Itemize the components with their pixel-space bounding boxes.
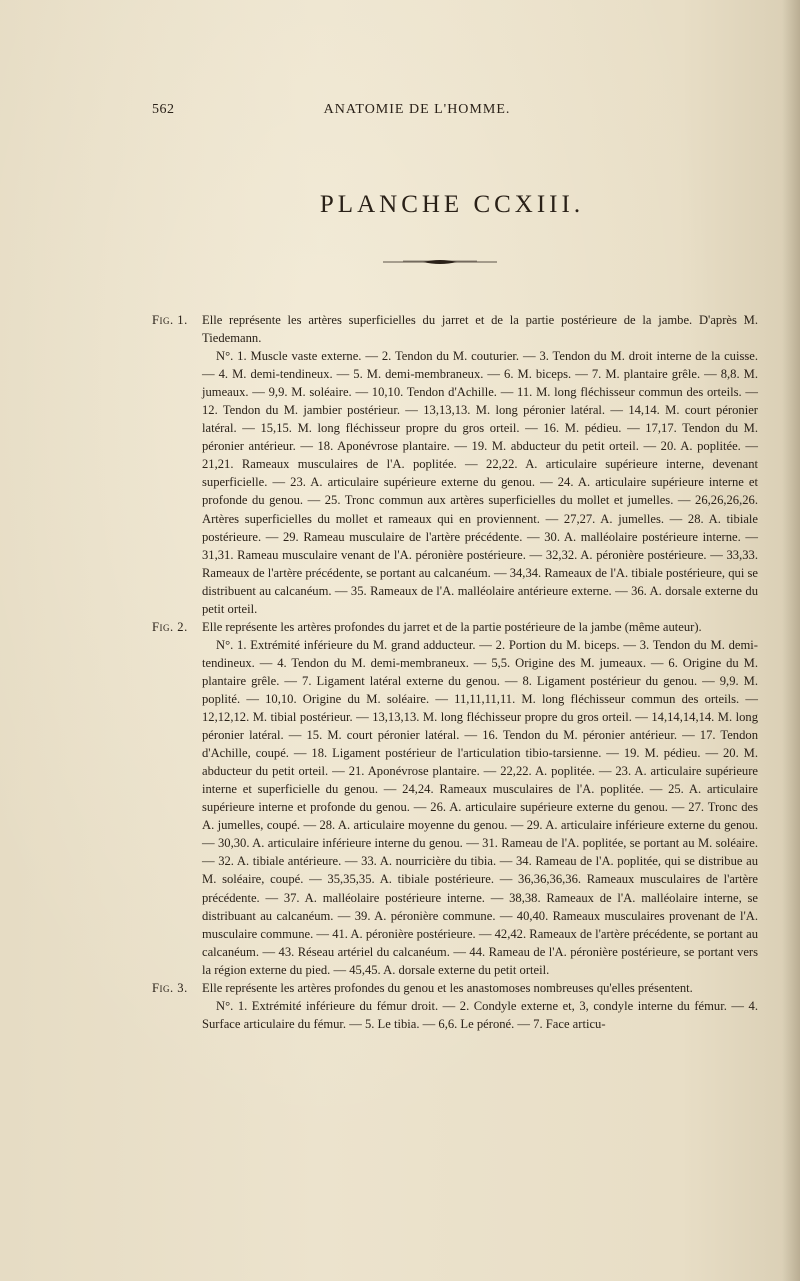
- page-number: 562: [152, 102, 175, 117]
- running-head: [152, 102, 682, 122]
- running-title: ANATOMIE DE L'HOMME.: [323, 102, 511, 117]
- figure-body: [202, 311, 758, 618]
- figure-body: [202, 618, 758, 979]
- figure-legends: [152, 311, 758, 1033]
- figure-text: N°. 1. Extrémité inférieure du M. grand adducteur. — 2. Portion du M. biceps. — 3. Tendon du M. demi-tendineux. — 4. Tendon du M. demi-membraneux. — 5,5. Origine des M. jumeaux. — 6. Origine du M. plantaire grêle. — 7. Ligament latéral externe du genou. — 8. Ligament postérieur du genou. — 9,9. M. poplité. — 10,10. Origine du M. soléaire. — 11,11,11,11. M. long fléchisseur commun des orteils. — 12,12,12. M. tibial postérieur. — 13,13,13. M. long fléchisseur propre du gros orteil. — 14,14,14,14. M. long péronier latéral. — 15. M. court péronier latéral. — 16. Tendon du M. péronier antérieur. — 17. Tendon d'Achille, coupé. — 18. Ligament postérieur de l'articulation tibio-tarsienne. — 19. M. pédieu. — 20. M. abducteur du petit orteil. — 21. Aponévrose plantaire. — 22,22. A. poplitée. — 23. A. articulaire supérieure interne et superficielle du genou. — 24,24. Rameaux musculaires de l'A. poplitée. — 25. A. articulaire supérieure interne et profonde du genou. — 26. A. articulaire supérieure externe du genou. — 27. Tronc des A. jumelles, coupé. — 28. A. articulaire moyenne du genou. — 29. A. articulaire inférieure externe du genou. — 30,30. A. articulaire inférieure interne du genou. — 31. Rameau de l'A. poplitée, se portant au M. soléaire. — 32. A. tibiale antérieure. — 33. A. nourricière du tibia. — 34. Rameau de l'A. poplitée, qui se distribue au M. soléaire, coupé. — 35,35,35. A. tibiale postérieure. — 36,36,36,36. Rameaux musculaires de l'artère précédente. — 37. A. malléolaire postérieure interne. — 38,38. Rameaux de l'A. malléolaire interne, se distribuant au calcanéum. — 39. A. péronière commune. — 40,40. Rameaux musculaires provenant de l'A. musculaire commune. — 41. A. péronière postérieure. — 42,42. Rameaux de l'artère précédente, se portant au calcanéum. — 43. Réseau artériel du calcanéum. — 44. Rameau de l'A. péronière postérieure, se portant vers la région externe du pied. — 45,45. A. dorsale externe du petit orteil.: [202, 637, 758, 977]
- figure-label: Fig. 2.: [152, 619, 188, 634]
- ornament-rule-icon: [383, 258, 497, 266]
- figure-intro: Elle représente les artères profondes du genou et les anastomoses nombreuses qu'elles présentent.: [202, 980, 693, 995]
- figure-label: Fig. 3.: [152, 980, 188, 995]
- figure-intro: Elle représente les artères superficielles du jarret et de la partie postérieure de la jambe. D'après M. Tiedemann.: [202, 313, 758, 346]
- figure-body: [202, 979, 758, 1033]
- plate-title: PLANCHE CCXIII.: [319, 190, 585, 218]
- figure-text: N°. 1. Extrémité inférieure du fémur droit. — 2. Condyle externe et, 3, condyle interne du fémur. — 4. Surface articulaire du fémur. — 5. Le tibia. — 6,6. Le péroné. — 7. Face articu-: [202, 998, 758, 1031]
- figure-2-legend: [152, 618, 758, 979]
- page-edge-shadow: [782, 0, 800, 1281]
- figure-1-legend: [152, 311, 758, 618]
- figure-3-legend: [152, 979, 758, 1033]
- figure-text: N°. 1. Muscle vaste externe. — 2. Tendon du M. couturier. — 3. Tendon du M. droit interne de la cuisse. — 4. M. demi-tendineux. — 5. M. demi-membraneux. — 6. M. biceps. — 7. M. plantaire grêle. — 8,8. M. jumeaux. — 9,9. M. soléaire. — 10,10. Tendon d'Achille. — 11. M. long fléchisseur commun des orteils. — 12. Tendon du M. jambier postérieur. — 13,13,13. M. long péronier latéral. — 14,14. M. court péronier latéral. — 15,15. M. long fléchisseur propre du gros orteil. — 16. M. pédieu. — 17,17. Tendon du M. péronier antérieur. — 18. Aponévrose plantaire. — 19. M. abducteur du petit orteil. — 20. A. poplitée. — 21,21. Rameaux musculaires de l'A. poplitée. — 22,22. A. articulaire supérieure interne, devenant superficielle. — 23. A. articulaire supérieure externe du genou. — 24. A. articulaire supérieure interne et profonde du genou. — 25. Tronc commun aux artères superficielles du mollet et jumelles. — 26,26,26,26. Artères superficielles du mollet et rameaux qui en proviennent. — 27,27. A. jumelles. — 28. A. tibiale postérieure. — 29. Rameau musculaire de l'artère précédente. — 30. A. malléolaire postérieure interne. — 31,31. Rameau musculaire venant de l'A. péronière postérieure. — 32,32. A. péronière postérieure. — 33,33. Rameaux de l'artère précédente, se portant au calcanéum. — 34,34. Rameaux de l'A. tibiale postérieure, qui se distribuent au calcanéum. — 35. Rameaux de l'A. malléolaire antérieure externe. — 36. A. dorsale externe du petit orteil.: [202, 349, 758, 616]
- figure-label: Fig. 1.: [152, 313, 188, 327]
- figure-intro: Elle représente les artères profondes du jarret et de la partie postérieure de la jambe (même auteur).: [202, 619, 702, 634]
